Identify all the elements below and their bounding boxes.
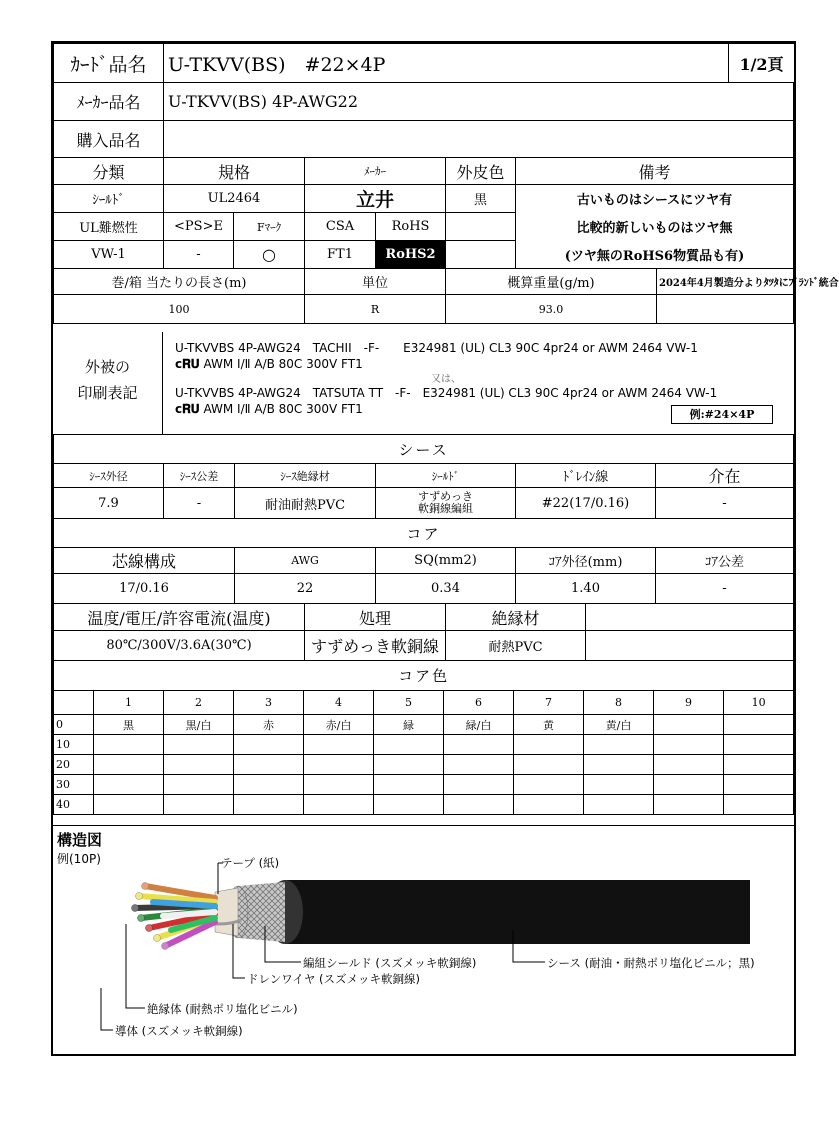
weight-header: 概算重量(g/m): [446, 269, 657, 295]
core-color-cell: [164, 755, 234, 775]
sheath-material-value: 耐油耐熱PVC: [235, 488, 376, 519]
rohs-header: RoHS: [376, 213, 446, 241]
core-color-cell: [654, 795, 724, 815]
core-color-cell: [514, 775, 584, 795]
core-color-cell: [444, 735, 514, 755]
core-color-cell: [584, 795, 654, 815]
treat-header: 処理: [305, 604, 446, 631]
drain-header: ﾄﾞﾚｲﾝ線: [516, 464, 656, 488]
core-bundle: [132, 883, 216, 950]
core-color-col-header: 3: [234, 691, 304, 715]
color-header: 外皮色: [446, 158, 516, 185]
paper-tape: [215, 888, 238, 936]
sheath-body: [285, 880, 750, 944]
blank-cell: [586, 631, 794, 661]
card-name-label: ｶｰﾄﾞ品名: [54, 44, 164, 83]
core-table-2: [53, 603, 794, 661]
temp-value: 80℃/300V/3.6A(30℃): [54, 631, 305, 661]
core-color-cell: [374, 735, 444, 755]
core-color-row: [54, 735, 794, 755]
standard-value: UL2464: [164, 185, 305, 213]
sheath-tol-header: ｼｰｽ公差: [164, 464, 235, 488]
core-color-cell: [234, 735, 304, 755]
print-label: [53, 332, 163, 434]
sheath-tol-value: -: [164, 488, 235, 519]
remark-1: 古いものはシースにツヤ有: [516, 185, 794, 213]
core-color-cell: [304, 775, 374, 795]
core-color-col-header: 1: [94, 691, 164, 715]
core-color-cell: [94, 795, 164, 815]
core-color-cell: [234, 755, 304, 775]
core-color-row: [54, 775, 794, 795]
core-color-cell: [164, 795, 234, 815]
print-label-line1: 外被の: [84, 358, 130, 376]
maker-name-table: [53, 82, 794, 158]
sheath-od-header: ｼｰｽ外径: [54, 464, 164, 488]
length-value: 100: [54, 295, 305, 324]
print-example: 例:#24×4P: [671, 405, 773, 424]
core-color-cell: [514, 795, 584, 815]
print-or: 又は、: [431, 374, 461, 385]
core-color-row: [54, 795, 794, 815]
print-line-1: U-TKVVBS 4P-AWG24 TACHII -F- E324981 (UL) CL3 90C 4pr24 or AWM 2464 VW-1: [175, 341, 698, 355]
spec-sheet: [51, 41, 839, 1056]
core-color-col-header: 5: [374, 691, 444, 715]
print-line-4-wrap: [175, 402, 363, 417]
core-color-cell: [654, 775, 724, 795]
core-title: コア: [54, 519, 794, 548]
blank-cell: [586, 604, 794, 631]
maker-name-label: ﾒｰｶｰ品名: [54, 83, 164, 121]
core-color-cell: [164, 735, 234, 755]
core-color-col-header: 7: [514, 691, 584, 715]
remark-2: 比較的新しいものはツヤ無: [516, 213, 794, 241]
core-color-cell: [724, 755, 794, 775]
blank-cell: [657, 295, 794, 324]
standard-header: 規格: [164, 158, 305, 185]
core-color-cell: [584, 735, 654, 755]
core-color-row-label: 20: [54, 755, 94, 775]
label-braid: 編組シールド (スズメッキ軟銅線): [303, 956, 477, 970]
csa-header: CSA: [305, 213, 376, 241]
core-tol-header: ｺｱ公差: [656, 548, 794, 574]
filler-header: 介在: [656, 464, 794, 488]
core-color-cell: [94, 755, 164, 775]
structure-example: 例(10P): [57, 852, 101, 866]
core-color-cell: [444, 795, 514, 815]
insul-value: 耐熱PVC: [446, 631, 586, 661]
fmark-value: ○: [234, 241, 305, 269]
rohs-value: RoHS2: [376, 241, 446, 269]
core-color-cell: 赤: [234, 715, 304, 735]
core-color-table: [53, 660, 794, 815]
print-line-3: U-TKVVBS 4P-AWG24 TATSUTA TT -F- E324981 (UL) CL3 90C 4pr24 or AWM 2464 VW-1: [175, 386, 718, 400]
filler-value: -: [656, 488, 794, 519]
core-color-cell: [724, 735, 794, 755]
core-od-value: 1.40: [516, 574, 656, 604]
sq-header: SQ(mm2): [376, 548, 516, 574]
ul-flame-header: UL難燃性: [54, 213, 164, 241]
core-color-row-label: 10: [54, 735, 94, 755]
label-conductor: 導体 (スズメッキ軟銅線): [115, 1024, 243, 1038]
remark-3: (ツヤ無のRoHS6物質品も有): [516, 241, 794, 269]
weight-value: 93.0: [446, 295, 657, 324]
core-color-cell: 黒/白: [164, 715, 234, 735]
label-tape: テープ (紙): [221, 856, 280, 870]
pse-value: -: [164, 241, 234, 269]
fmark-header: Fﾏｰｸ: [234, 213, 305, 241]
spec-table: [53, 157, 839, 324]
core-color-cell: [234, 795, 304, 815]
core-color-cell: [164, 775, 234, 795]
shield-value-line1: すずめっき: [418, 490, 473, 503]
unit-value: R: [305, 295, 446, 324]
maker-header: ﾒｰｶｰ: [305, 158, 446, 185]
treat-value: すずめっき軟銅線: [305, 631, 446, 661]
core-color-cell: [444, 755, 514, 775]
core-color-col-header: 2: [164, 691, 234, 715]
core-color-cell: [374, 795, 444, 815]
structure-diagram: [53, 825, 794, 1057]
print-section: [53, 332, 794, 435]
sheath-od-value: 7.9: [54, 488, 164, 519]
ul-mark-2: c𝐑𝐔: [175, 402, 200, 416]
core-color-cell: [654, 715, 724, 735]
purchase-name-label: 購入品名: [54, 121, 164, 158]
core-color-row-label: 0: [54, 715, 94, 735]
core-color-header-row: [54, 691, 794, 715]
sheath-color-value: 黒: [446, 185, 516, 213]
ul-flame-value: VW-1: [54, 241, 164, 269]
core-color-col-header: 8: [584, 691, 654, 715]
core-color-row: [54, 715, 794, 735]
core-color-cell: [234, 775, 304, 795]
core-color-cell: [304, 795, 374, 815]
core-color-cell: [654, 755, 724, 775]
core-color-col-header: 4: [304, 691, 374, 715]
core-color-cell: [374, 755, 444, 775]
core-color-cell: 緑/白: [444, 715, 514, 735]
blank-cell: [446, 241, 516, 269]
remarks-header: 備考: [516, 158, 794, 185]
core-color-cell: 緑: [374, 715, 444, 735]
core-color-cell: [444, 775, 514, 795]
shield-value: [376, 488, 516, 519]
core-color-cell: [514, 755, 584, 775]
core-color-title: コア色: [54, 661, 794, 691]
core-color-cell: 黄/白: [584, 715, 654, 735]
category-header: 分類: [54, 158, 164, 185]
label-sheath: シース (耐油・耐熱ポリ塩化ビニル；黒): [547, 956, 755, 970]
maker-value: 立井: [305, 185, 446, 213]
core-color-cell: [374, 775, 444, 795]
structure-title: 構造図: [57, 831, 103, 849]
core-color-cell: [584, 775, 654, 795]
core-color-col-header: 6: [444, 691, 514, 715]
label-drain: ドレンワイヤ (スズメッキ軟銅線): [247, 972, 420, 986]
core-color-cell: [94, 735, 164, 755]
core-tol-value: -: [656, 574, 794, 604]
core-color-row-label: 30: [54, 775, 94, 795]
core-color-cell: 赤/白: [304, 715, 374, 735]
insul-header: 絶縁材: [446, 604, 586, 631]
core-color-cell: [584, 755, 654, 775]
awg-value: 22: [235, 574, 376, 604]
sheath-material-header: ｼｰｽ絶縁材: [235, 464, 376, 488]
ul-mark-1: c𝐑𝐔: [175, 357, 200, 371]
core-color-cell: [514, 735, 584, 755]
blank-cell: [446, 213, 516, 241]
shield-value-line2: 軟銅線編組: [418, 502, 473, 515]
maker-name-value: U-TKVV(BS) 4P-AWG22: [164, 83, 794, 121]
core-color-cell: [724, 795, 794, 815]
core-const-value: 17/0.16: [54, 574, 235, 604]
print-line-2-wrap: [175, 357, 363, 372]
core-od-header: ｺｱ外径(mm): [516, 548, 656, 574]
sheath-table: [53, 434, 794, 519]
print-line-2: AWM Ⅰ/Ⅱ A/B 80C 300V FT1: [203, 357, 363, 371]
sheath-title: シース: [54, 435, 794, 464]
core-color-cell: 黒: [94, 715, 164, 735]
shield-header: ｼｰﾙﾄﾞ: [376, 464, 516, 488]
page-number: 1/2頁: [729, 44, 795, 83]
sq-value: 0.34: [376, 574, 516, 604]
core-color-cell: 黄: [514, 715, 584, 735]
core-const-header: 芯線構成: [54, 548, 235, 574]
label-insulator: 絶縁体 (耐熱ポリ塩化ビニル): [147, 1002, 298, 1016]
card-header-table: [53, 43, 795, 83]
core-color-cell: [724, 715, 794, 735]
remark-4: 2024年4月製造分よりﾀﾂﾀにﾌﾞﾗﾝﾄﾞ統合: [657, 269, 794, 295]
core-color-cell: [304, 755, 374, 775]
card-name-value: U-TKVV(BS) #22×4P: [164, 44, 729, 83]
core-color-col-header: 9: [654, 691, 724, 715]
core-color-row-label: 40: [54, 795, 94, 815]
unit-header: 単位: [305, 269, 446, 295]
core-color-row: [54, 755, 794, 775]
purchase-name-value: [164, 121, 794, 158]
drain-value: #22(17/0.16): [516, 488, 656, 519]
pse-header: <PS>E: [164, 213, 234, 241]
print-label-line2: 印刷表記: [77, 384, 138, 402]
core-table: [53, 518, 794, 604]
core-color-cell: [654, 735, 724, 755]
length-header: 巻/箱 当たりの長さ(m): [54, 269, 305, 295]
core-color-cell: [724, 775, 794, 795]
csa-value: FT1: [305, 241, 376, 269]
print-line-4: AWM Ⅰ/Ⅱ A/B 80C 300V FT1: [203, 402, 363, 416]
core-color-cell: [304, 735, 374, 755]
core-color-cell: [94, 775, 164, 795]
core-color-col-header: 10: [724, 691, 794, 715]
awg-header: AWG: [235, 548, 376, 574]
core-color-corner: [54, 691, 94, 715]
temp-header: 温度/電圧/許容電流(温度): [54, 604, 305, 631]
category-value: ｼｰﾙﾄﾞ: [54, 185, 164, 213]
